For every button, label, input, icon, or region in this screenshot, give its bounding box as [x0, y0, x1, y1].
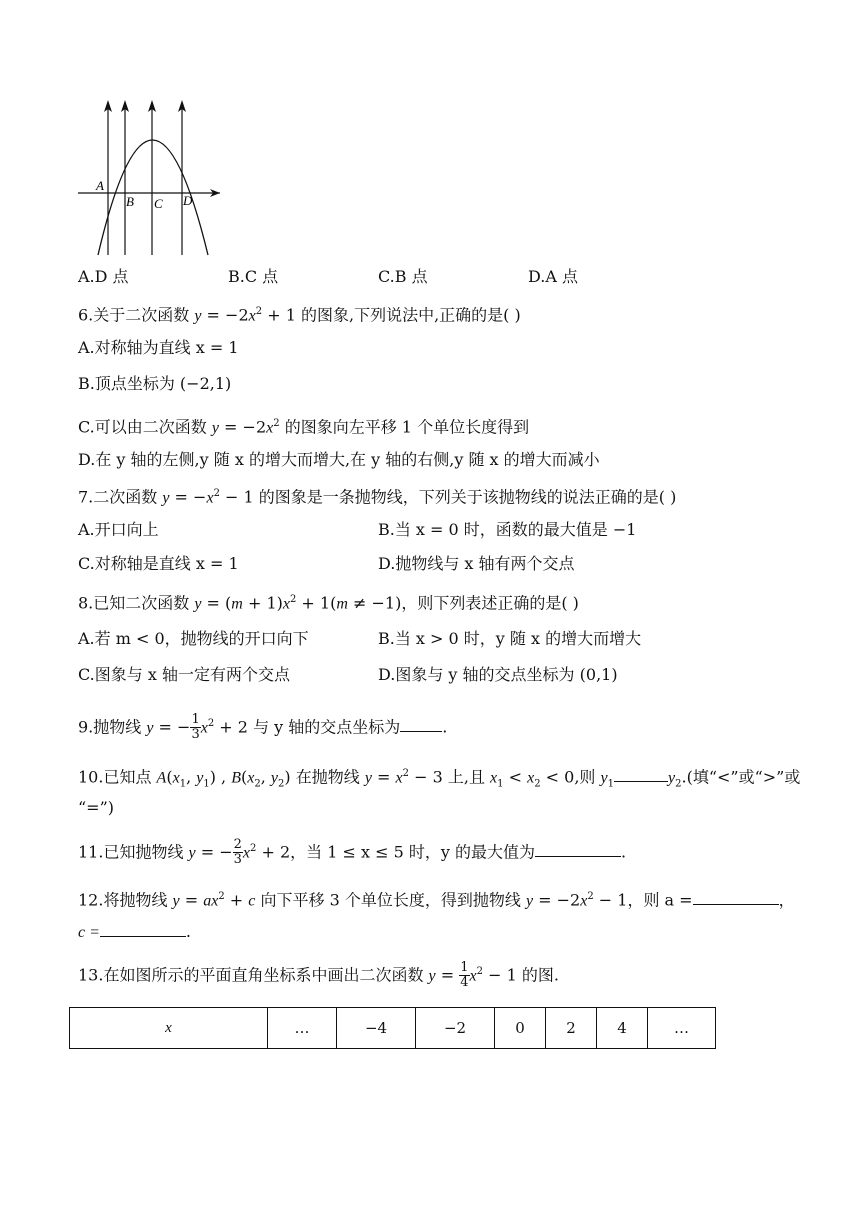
q6-option-d: D.在 y 轴的左侧,y 随 x 的增大而增大,在 y 轴的右侧,y 随 x 的增大而减小 — [78, 450, 600, 469]
q8-option-c: C.图象与 x 轴一定有两个交点 — [78, 665, 290, 684]
table-cell-x-header: x — [70, 1008, 268, 1049]
q12-stem-line2: c = . — [78, 922, 191, 941]
q7-option-b: B.当 x = 0 时，函数的最大值是 −1 — [378, 520, 637, 539]
q8-option-d: D.图象与 y 轴的交点坐标为 (0,1) — [378, 665, 618, 684]
q12-stem: 12.将抛物线 $y = ax^2 + c$ 向下平移 3 个单位长度，得到抛物线 $y = -2x^2 - 1$，则 a = ， — [78, 890, 795, 910]
q7-option-d: D.抛物线与 x 轴有两个交点 — [378, 554, 575, 573]
table-row — [70, 1008, 716, 1049]
value-table — [69, 1007, 716, 1049]
q5-option-c: C.B 点 — [378, 267, 428, 286]
table-cell[interactable]: −4 — [337, 1008, 416, 1049]
point-label-b: B — [126, 194, 134, 209]
point-label-d: D — [183, 193, 193, 208]
q9-answer-blank[interactable] — [400, 715, 442, 732]
q10-answer-blank[interactable] — [614, 765, 668, 782]
q11-stem: 11.已知抛物线 y = − $\frac{2}{3}$ $x^2 + 2$，当 1 ≤ x ≤ 5 时，y 的最大值为 . — [78, 837, 627, 868]
q10-stem: 10.已知点 $A(x_1$, $y_1$) , $B(x_2$, $y_2$) 在抛物线 $y = x^2 - 3$ 上,且 $x_1 < x_2 < 0$,则 $y_1$ $y_2$.(填“<”或“>”或 — [78, 767, 801, 790]
q11-answer-blank[interactable] — [535, 840, 621, 857]
q5-option-a: A.D 点 — [78, 267, 129, 286]
q6-option-a: A.对称轴为直线 x = 1 — [78, 338, 239, 357]
q10-stem-line2: “=”) — [78, 798, 115, 817]
q6-option-b: B.顶点坐标为 (−2,1) — [78, 374, 232, 393]
point-label-a: A — [96, 178, 104, 193]
q6-stem: 6.关于二次函数 $y = -2x^2 + 1$ 的图象,下列说法中,正确的是( ) — [78, 305, 521, 325]
q7-option-a: A.开口向上 — [78, 520, 159, 539]
table-cell[interactable]: 0 — [495, 1008, 546, 1049]
q9-stem: 9.抛物线 y = − $\frac{1}{3}$ $x^2 + 2$ 与 y 轴的交点坐标为 . — [78, 712, 448, 743]
q8-stem: 8.已知二次函数 $y = (m + 1)x^2 + 1(m \ne -1)$，则下列表述正确的是( ) — [78, 593, 579, 613]
q7-option-c: C.对称轴是直线 x = 1 — [78, 554, 239, 573]
q13-stem: 13.在如图所示的平面直角坐标系中画出二次函数 y = $\frac{1}{4}$ $x^2 - 1$ 的图. — [78, 960, 559, 991]
q8-option-a: A.若 m < 0，抛物线的开口向下 — [78, 629, 309, 648]
table-cell[interactable]: 4 — [597, 1008, 648, 1049]
q12-answer-blank-a[interactable] — [693, 888, 779, 905]
point-label-c: C — [154, 196, 163, 211]
table-cell[interactable]: 2 — [546, 1008, 597, 1049]
q5-option-b: B.C 点 — [228, 267, 279, 286]
table-cell[interactable]: … — [648, 1008, 716, 1049]
table-cell[interactable]: −2 — [416, 1008, 495, 1049]
table-cell[interactable]: … — [268, 1008, 337, 1049]
q5-option-d: D.A 点 — [528, 267, 578, 286]
q8-option-b: B.当 x > 0 时，y 随 x 的增大而增大 — [378, 629, 642, 648]
q7-stem: 7.二次函数 $y = -x^2 - 1$ 的图象是一条抛物线，下列关于该抛物线的说法正确的是( ) — [78, 487, 677, 507]
parabola-figure — [70, 95, 230, 260]
q12-answer-blank-c[interactable] — [100, 920, 186, 937]
q6-option-c: C.可以由二次函数 $y = -2x^2$ 的图象向左平移 1 个单位长度得到 — [78, 417, 530, 437]
